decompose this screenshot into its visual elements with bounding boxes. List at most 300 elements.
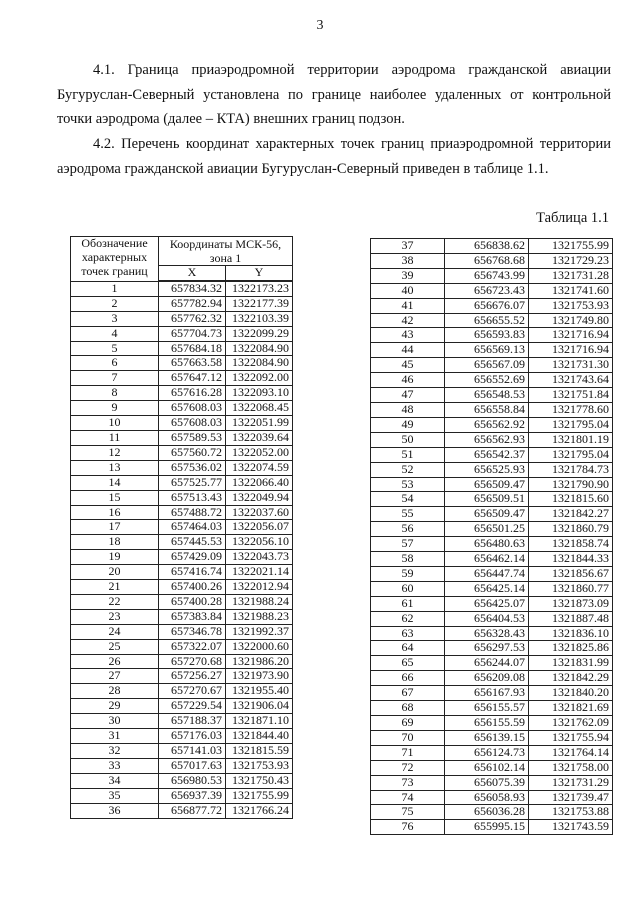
table-row — [71, 416, 293, 431]
point-number-cell: 45 — [371, 358, 445, 373]
x-coordinate-cell: 656593.83 — [445, 328, 529, 343]
point-number-cell: 58 — [371, 552, 445, 567]
y-coordinate-cell: 1321753.93 — [226, 758, 293, 773]
point-number-cell: 11 — [71, 430, 159, 445]
point-number-cell: 48 — [371, 402, 445, 417]
point-column-header: Обозначение характерных точек границ — [71, 237, 159, 282]
x-coordinate-cell: 657608.03 — [159, 401, 226, 416]
table-row — [371, 686, 613, 701]
y-coordinate-cell: 1321992.37 — [226, 624, 293, 639]
table-row — [71, 699, 293, 714]
y-coordinate-cell: 1321743.64 — [529, 373, 613, 388]
x-coordinate-cell: 656155.57 — [445, 701, 529, 716]
point-number-cell: 46 — [371, 373, 445, 388]
x-coordinate-cell: 656676.07 — [445, 298, 529, 313]
y-coordinate-cell: 1321844.33 — [529, 552, 613, 567]
y-coordinate-cell: 1321860.79 — [529, 522, 613, 537]
y-coordinate-cell: 1321764.14 — [529, 745, 613, 760]
table-row — [371, 462, 613, 477]
point-number-cell: 28 — [71, 684, 159, 699]
x-coordinate-cell: 657017.63 — [159, 758, 226, 773]
y-coordinate-cell: 1322056.10 — [226, 535, 293, 550]
y-coordinate-cell: 1321716.94 — [529, 328, 613, 343]
table-row — [371, 447, 613, 462]
y-coordinate-cell: 1322051.99 — [226, 416, 293, 431]
table-row — [371, 507, 613, 522]
point-number-cell: 42 — [371, 313, 445, 328]
x-coordinate-cell: 657663.58 — [159, 356, 226, 371]
x-coordinate-cell: 656552.69 — [445, 373, 529, 388]
x-coordinate-cell: 657536.02 — [159, 460, 226, 475]
point-number-cell: 52 — [371, 462, 445, 477]
point-number-cell: 20 — [71, 565, 159, 580]
x-coordinate-cell: 657176.03 — [159, 729, 226, 744]
table-row — [371, 611, 613, 626]
y-coordinate-cell: 1321815.59 — [226, 744, 293, 759]
point-number-cell: 34 — [71, 773, 159, 788]
point-number-cell: 23 — [71, 609, 159, 624]
point-number-cell: 37 — [371, 239, 445, 254]
table-row — [71, 326, 293, 341]
table-row — [371, 492, 613, 507]
point-number-cell: 54 — [371, 492, 445, 507]
table-row — [371, 477, 613, 492]
point-number-cell: 59 — [371, 566, 445, 581]
x-coordinate-cell: 657589.53 — [159, 430, 226, 445]
x-coordinate-cell: 656501.25 — [445, 522, 529, 537]
y-coordinate-cell: 1322092.00 — [226, 371, 293, 386]
point-number-cell: 15 — [71, 490, 159, 505]
point-number-cell: 66 — [371, 671, 445, 686]
y-coordinate-cell: 1321741.60 — [529, 283, 613, 298]
x-coordinate-cell: 656569.13 — [445, 343, 529, 358]
x-coordinate-cell: 656036.28 — [445, 805, 529, 820]
point-number-cell: 68 — [371, 701, 445, 716]
table-row — [371, 745, 613, 760]
y-coordinate-cell: 1321731.28 — [529, 268, 613, 283]
y-coordinate-cell: 1321906.04 — [226, 699, 293, 714]
paragraph-4-2 — [57, 132, 611, 181]
table-row — [71, 356, 293, 371]
x-coordinate-cell: 656244.07 — [445, 656, 529, 671]
table-row — [371, 239, 613, 254]
y-coordinate-cell: 1321758.00 — [529, 760, 613, 775]
point-number-cell: 44 — [371, 343, 445, 358]
y-coordinate-cell: 1321795.04 — [529, 417, 613, 432]
y-coordinate-cell: 1322103.39 — [226, 311, 293, 326]
y-coordinate-cell: 1321716.94 — [529, 343, 613, 358]
point-number-cell: 72 — [371, 760, 445, 775]
x-coordinate-cell: 656548.53 — [445, 388, 529, 403]
y-coordinate-cell: 1321988.24 — [226, 594, 293, 609]
point-number-cell: 38 — [371, 253, 445, 268]
x-coordinate-cell: 656480.63 — [445, 537, 529, 552]
x-coordinate-cell: 656838.62 — [445, 239, 529, 254]
y-coordinate-cell: 1322000.60 — [226, 639, 293, 654]
table-row — [371, 730, 613, 745]
table-row — [371, 701, 613, 716]
point-number-cell: 55 — [371, 507, 445, 522]
x-coordinate-cell: 657782.94 — [159, 296, 226, 311]
point-number-cell: 8 — [71, 386, 159, 401]
x-coordinate-cell: 657270.67 — [159, 684, 226, 699]
y-coordinate-cell: 1321858.74 — [529, 537, 613, 552]
point-number-cell: 60 — [371, 581, 445, 596]
table-row — [371, 373, 613, 388]
table-row — [71, 594, 293, 609]
x-coordinate-cell: 657560.72 — [159, 445, 226, 460]
table-row — [371, 760, 613, 775]
point-number-cell: 61 — [371, 596, 445, 611]
y-coordinate-cell: 1322177.39 — [226, 296, 293, 311]
point-number-cell: 6 — [71, 356, 159, 371]
x-coordinate-cell: 656297.53 — [445, 641, 529, 656]
table-row — [371, 402, 613, 417]
x-coordinate-cell: 657488.72 — [159, 505, 226, 520]
table-row — [71, 401, 293, 416]
point-number-cell: 18 — [71, 535, 159, 550]
y-coordinate-cell: 1321873.09 — [529, 596, 613, 611]
x-coordinate-cell: 656447.74 — [445, 566, 529, 581]
x-coordinate-cell: 657762.32 — [159, 311, 226, 326]
point-number-cell: 49 — [371, 417, 445, 432]
point-number-cell: 41 — [371, 298, 445, 313]
table-row — [71, 505, 293, 520]
y-coordinate-cell: 1322099.29 — [226, 326, 293, 341]
table-row — [71, 520, 293, 535]
y-coordinate-cell: 1321842.27 — [529, 507, 613, 522]
table-row — [71, 744, 293, 759]
table-row — [71, 490, 293, 505]
table-row — [71, 371, 293, 386]
x-coordinate-cell: 656425.14 — [445, 581, 529, 596]
y-coordinate-cell: 1321753.88 — [529, 805, 613, 820]
table-row — [71, 684, 293, 699]
point-number-cell: 76 — [371, 820, 445, 835]
table-row — [371, 775, 613, 790]
y-coordinate-cell: 1321955.40 — [226, 684, 293, 699]
table-caption: Таблица 1.1 — [536, 210, 609, 226]
x-coordinate-cell: 656058.93 — [445, 790, 529, 805]
point-number-cell: 2 — [71, 296, 159, 311]
x-coordinate-cell: 657608.03 — [159, 416, 226, 431]
table-row — [71, 714, 293, 729]
x-coordinate-cell: 657416.74 — [159, 565, 226, 580]
x-coordinate-cell: 656509.47 — [445, 507, 529, 522]
x-coordinate-cell: 656877.72 — [159, 803, 226, 818]
table-row — [371, 820, 613, 835]
table-row — [71, 803, 293, 818]
point-number-cell: 5 — [71, 341, 159, 356]
point-number-cell: 25 — [71, 639, 159, 654]
table-row — [71, 311, 293, 326]
y-coordinate-cell: 1321856.67 — [529, 566, 613, 581]
table-row — [371, 641, 613, 656]
x-coordinate-cell: 657270.68 — [159, 654, 226, 669]
point-number-cell: 51 — [371, 447, 445, 462]
table-row — [371, 552, 613, 567]
y-coordinate-cell: 1321766.24 — [226, 803, 293, 818]
x-coordinate-cell: 657429.09 — [159, 550, 226, 565]
y-coordinate-cell: 1322084.90 — [226, 341, 293, 356]
x-coordinate-cell: 656567.09 — [445, 358, 529, 373]
y-coordinate-cell: 1321973.90 — [226, 669, 293, 684]
x-coordinate-cell: 657383.84 — [159, 609, 226, 624]
page-number: 3 — [316, 18, 324, 33]
point-number-cell: 62 — [371, 611, 445, 626]
table-row — [371, 626, 613, 641]
table-row — [371, 358, 613, 373]
x-coordinate-cell: 657464.03 — [159, 520, 226, 535]
y-coordinate-cell: 1321753.93 — [529, 298, 613, 313]
point-number-cell: 31 — [71, 729, 159, 744]
y-coordinate-cell: 1321821.69 — [529, 701, 613, 716]
x-coordinate-cell: 656562.93 — [445, 432, 529, 447]
table-row — [71, 535, 293, 550]
table-row — [371, 328, 613, 343]
table-row — [371, 537, 613, 552]
table-row — [71, 788, 293, 803]
x-coordinate-cell: 657616.28 — [159, 386, 226, 401]
coordinates-header: Координаты МСК-56, зона 1 — [159, 237, 293, 266]
x-coordinate-cell: 656102.14 — [445, 760, 529, 775]
x-coordinate-cell: 655995.15 — [445, 820, 529, 835]
point-number-cell: 30 — [71, 714, 159, 729]
point-number-cell: 33 — [71, 758, 159, 773]
y-coordinate-cell: 1322173.23 — [226, 281, 293, 296]
x-coordinate-cell: 657647.12 — [159, 371, 226, 386]
x-coordinate-cell: 657141.03 — [159, 744, 226, 759]
point-number-cell: 63 — [371, 626, 445, 641]
point-number-cell: 26 — [71, 654, 159, 669]
table-row — [71, 445, 293, 460]
y-coordinate-cell: 1321860.77 — [529, 581, 613, 596]
x-coordinate-cell: 657229.54 — [159, 699, 226, 714]
point-number-cell: 22 — [71, 594, 159, 609]
y-coordinate-cell: 1322066.40 — [226, 475, 293, 490]
y-coordinate-cell: 1321731.29 — [529, 775, 613, 790]
table-row — [71, 565, 293, 580]
table-row — [371, 313, 613, 328]
table-row — [71, 550, 293, 565]
point-number-cell: 17 — [71, 520, 159, 535]
point-number-cell: 74 — [371, 790, 445, 805]
x-coordinate-cell: 656655.52 — [445, 313, 529, 328]
y-coordinate-cell: 1321784.73 — [529, 462, 613, 477]
y-coordinate-cell: 1322068.45 — [226, 401, 293, 416]
point-number-cell: 27 — [71, 669, 159, 684]
y-coordinate-cell: 1322049.94 — [226, 490, 293, 505]
table-row — [371, 388, 613, 403]
table-row — [371, 596, 613, 611]
table-row — [371, 522, 613, 537]
table-row — [71, 386, 293, 401]
y-coordinate-cell: 1321755.99 — [529, 239, 613, 254]
x-coordinate-cell: 657400.26 — [159, 580, 226, 595]
y-coordinate-cell: 1322043.73 — [226, 550, 293, 565]
point-number-cell: 36 — [71, 803, 159, 818]
table-row — [71, 609, 293, 624]
point-number-cell: 16 — [71, 505, 159, 520]
x-coordinate-cell: 657400.28 — [159, 594, 226, 609]
y-coordinate-cell: 1321731.30 — [529, 358, 613, 373]
x-column-header: X — [159, 266, 226, 281]
point-number-cell: 56 — [371, 522, 445, 537]
x-coordinate-cell: 657445.53 — [159, 535, 226, 550]
y-coordinate-cell: 1322037.60 — [226, 505, 293, 520]
point-number-cell: 13 — [71, 460, 159, 475]
y-coordinate-cell: 1322093.10 — [226, 386, 293, 401]
table-row — [71, 729, 293, 744]
x-coordinate-cell: 656462.14 — [445, 552, 529, 567]
table-row — [71, 475, 293, 490]
x-coordinate-cell: 656562.92 — [445, 417, 529, 432]
y-coordinate-cell: 1321986.20 — [226, 654, 293, 669]
y-coordinate-cell: 1321750.43 — [226, 773, 293, 788]
point-number-cell: 35 — [71, 788, 159, 803]
point-number-cell: 73 — [371, 775, 445, 790]
table-row — [71, 430, 293, 445]
y-coordinate-cell: 1321739.47 — [529, 790, 613, 805]
x-coordinate-cell: 656542.37 — [445, 447, 529, 462]
x-coordinate-cell: 656075.39 — [445, 775, 529, 790]
table-row — [71, 624, 293, 639]
table-row — [371, 656, 613, 671]
paragraph-4-1 — [57, 58, 611, 132]
table-row — [371, 566, 613, 581]
y-coordinate-cell: 1322084.90 — [226, 356, 293, 371]
x-coordinate-cell: 657513.43 — [159, 490, 226, 505]
y-coordinate-cell: 1322021.14 — [226, 565, 293, 580]
point-number-cell: 1 — [71, 281, 159, 296]
y-coordinate-cell: 1322012.94 — [226, 580, 293, 595]
x-coordinate-cell: 656937.39 — [159, 788, 226, 803]
point-number-cell: 64 — [371, 641, 445, 656]
y-coordinate-cell: 1321778.60 — [529, 402, 613, 417]
coordinates-table-right — [370, 238, 613, 835]
x-coordinate-cell: 656167.93 — [445, 686, 529, 701]
y-coordinate-cell: 1321801.19 — [529, 432, 613, 447]
y-coordinate-cell: 1322056.07 — [226, 520, 293, 535]
x-coordinate-cell: 656743.99 — [445, 268, 529, 283]
x-coordinate-cell: 656980.53 — [159, 773, 226, 788]
table-row — [71, 773, 293, 788]
table-row — [371, 716, 613, 731]
point-number-cell: 50 — [371, 432, 445, 447]
x-coordinate-cell: 656558.84 — [445, 402, 529, 417]
x-coordinate-cell: 657525.77 — [159, 475, 226, 490]
table-row — [71, 758, 293, 773]
y-column-header: Y — [226, 266, 293, 281]
y-coordinate-cell: 1322039.64 — [226, 430, 293, 445]
point-number-cell: 29 — [71, 699, 159, 714]
point-number-cell: 21 — [71, 580, 159, 595]
point-number-cell: 57 — [371, 537, 445, 552]
y-coordinate-cell: 1321840.20 — [529, 686, 613, 701]
y-coordinate-cell: 1321790.90 — [529, 477, 613, 492]
table-row — [71, 296, 293, 311]
point-number-cell: 53 — [371, 477, 445, 492]
point-number-cell: 10 — [71, 416, 159, 431]
point-number-cell: 24 — [71, 624, 159, 639]
point-number-cell: 75 — [371, 805, 445, 820]
table-row — [71, 639, 293, 654]
point-number-cell: 43 — [371, 328, 445, 343]
y-coordinate-cell: 1321815.60 — [529, 492, 613, 507]
x-coordinate-cell: 656328.43 — [445, 626, 529, 641]
table-row — [371, 343, 613, 358]
x-coordinate-cell: 656723.43 — [445, 283, 529, 298]
y-coordinate-cell: 1321729.23 — [529, 253, 613, 268]
point-number-cell: 9 — [71, 401, 159, 416]
table-row — [371, 253, 613, 268]
point-number-cell: 3 — [71, 311, 159, 326]
point-number-cell: 69 — [371, 716, 445, 731]
point-number-cell: 7 — [71, 371, 159, 386]
table-row — [371, 581, 613, 596]
point-number-cell: 14 — [71, 475, 159, 490]
x-coordinate-cell: 656509.47 — [445, 477, 529, 492]
x-coordinate-cell: 656525.93 — [445, 462, 529, 477]
table-row — [371, 417, 613, 432]
table-row — [371, 298, 613, 313]
y-coordinate-cell: 1321825.86 — [529, 641, 613, 656]
table-row — [71, 669, 293, 684]
point-number-cell: 67 — [371, 686, 445, 701]
table-row — [71, 580, 293, 595]
y-coordinate-cell: 1321887.48 — [529, 611, 613, 626]
x-coordinate-cell: 656155.59 — [445, 716, 529, 731]
x-coordinate-cell: 656124.73 — [445, 745, 529, 760]
table-row — [71, 281, 293, 296]
y-coordinate-cell: 1321871.10 — [226, 714, 293, 729]
x-coordinate-cell: 656404.53 — [445, 611, 529, 626]
table-row — [371, 790, 613, 805]
point-number-cell: 47 — [371, 388, 445, 403]
y-coordinate-cell: 1321836.10 — [529, 626, 613, 641]
y-coordinate-cell: 1321749.80 — [529, 313, 613, 328]
table-row — [371, 805, 613, 820]
x-coordinate-cell: 657188.37 — [159, 714, 226, 729]
point-number-cell: 4 — [71, 326, 159, 341]
x-coordinate-cell: 657346.78 — [159, 624, 226, 639]
table-row — [71, 460, 293, 475]
point-number-cell: 19 — [71, 550, 159, 565]
y-coordinate-cell: 1321751.84 — [529, 388, 613, 403]
x-coordinate-cell: 656209.08 — [445, 671, 529, 686]
table-row — [371, 432, 613, 447]
x-coordinate-cell: 657322.07 — [159, 639, 226, 654]
table-row — [371, 283, 613, 298]
point-number-cell: 39 — [371, 268, 445, 283]
y-coordinate-cell: 1322074.59 — [226, 460, 293, 475]
y-coordinate-cell: 1321743.59 — [529, 820, 613, 835]
y-coordinate-cell: 1321988.23 — [226, 609, 293, 624]
x-coordinate-cell: 656425.07 — [445, 596, 529, 611]
x-coordinate-cell: 656509.51 — [445, 492, 529, 507]
y-coordinate-cell: 1321755.94 — [529, 730, 613, 745]
x-coordinate-cell: 656139.15 — [445, 730, 529, 745]
point-number-cell: 40 — [371, 283, 445, 298]
point-number-cell: 12 — [71, 445, 159, 460]
paragraph-4-1-text: 4.1. Граница приаэродромной территории аэродрома гражданской авиации Бугуруслан-Северный установлена по границе наиболее удаленных от контрольной точки аэродрома (далее – КТА) внешних границ подзон. — [57, 62, 611, 127]
point-number-cell: 32 — [71, 744, 159, 759]
point-number-cell: 65 — [371, 656, 445, 671]
x-coordinate-cell: 657256.27 — [159, 669, 226, 684]
y-coordinate-cell: 1321795.04 — [529, 447, 613, 462]
x-coordinate-cell: 656768.68 — [445, 253, 529, 268]
y-coordinate-cell: 1321844.40 — [226, 729, 293, 744]
